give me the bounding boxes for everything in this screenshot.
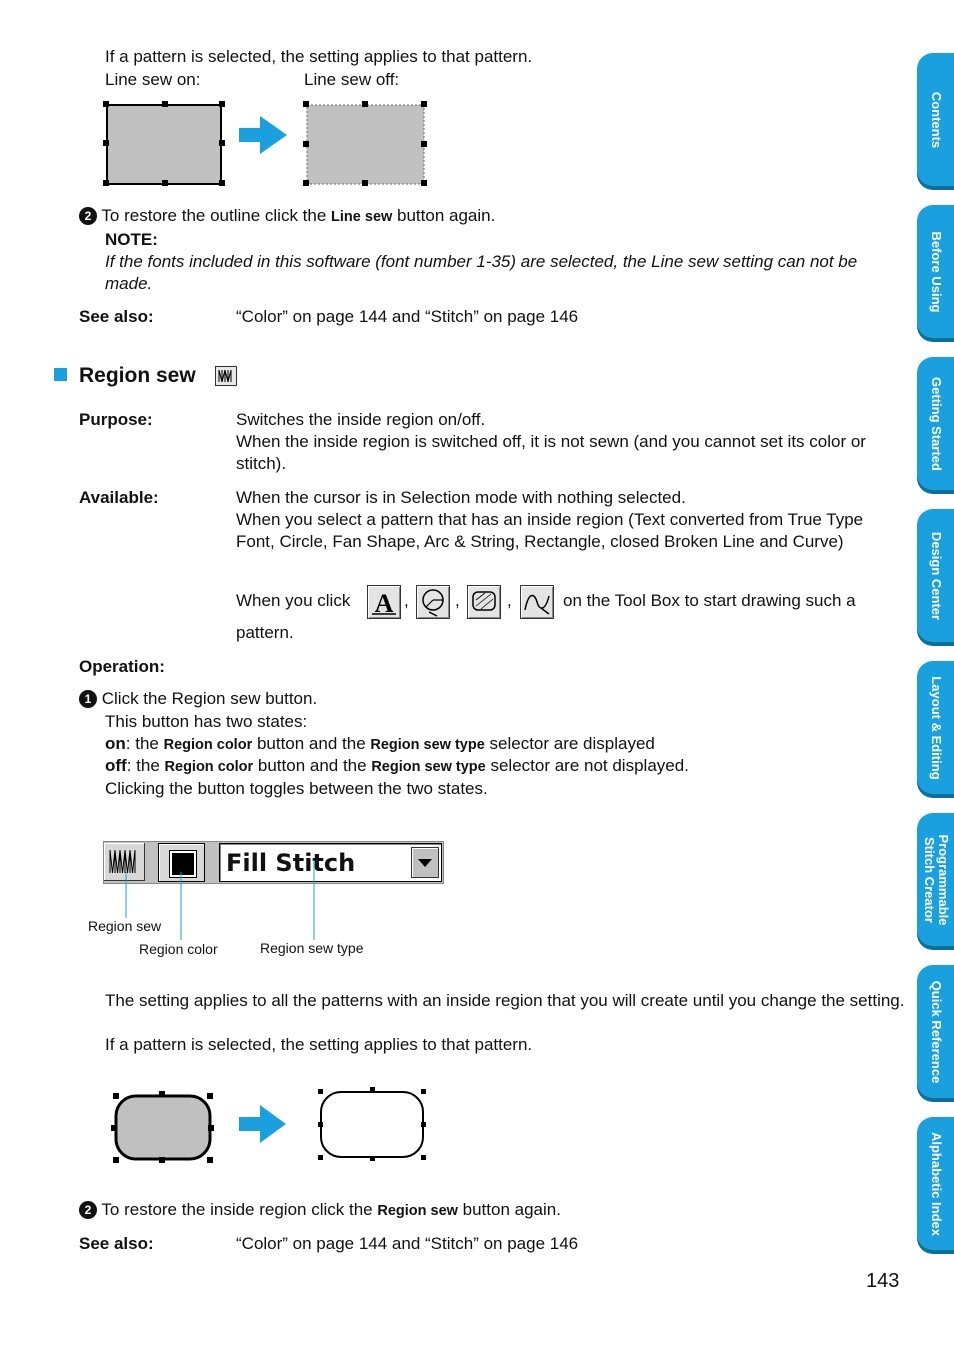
tab-contents[interactable]: Contents <box>917 53 954 186</box>
curve-tool-icon <box>520 585 554 619</box>
arrow-right-icon <box>239 116 287 154</box>
rectangle-tool-icon <box>467 585 501 619</box>
line-sew-illustration <box>100 98 435 190</box>
line-sew-off-label: Line sew off: <box>304 70 400 89</box>
line-sew-on-shape <box>103 101 225 186</box>
circle-tool-icon <box>416 585 450 619</box>
click-text-before: When you click <box>236 591 351 610</box>
section-title: Region sew <box>79 364 196 387</box>
intro-text: If a pattern is selected, the setting applies to that pattern. <box>105 47 533 66</box>
note-label: NOTE: <box>105 230 158 249</box>
separator-comma: , <box>455 591 460 610</box>
region-sew-illustration <box>108 1085 433 1170</box>
line-sew-off-shape <box>303 101 427 186</box>
region-sew-off-shape <box>318 1087 426 1161</box>
callout-region-color: Region color <box>139 941 218 957</box>
available-line1: When the cursor is in Selection mode with nothing selected. <box>236 488 686 507</box>
operation-label: Operation: <box>79 657 165 676</box>
dropdown-button[interactable] <box>411 847 439 878</box>
purpose-label: Purpose: <box>79 410 153 429</box>
state-off-line: off: the Region color button and the Region sew type selector are not displayed. <box>105 756 689 775</box>
see-also-label: See also: <box>79 1234 154 1253</box>
purpose-line2: When the inside region is switched off, it is not sewn (and you cannot set its color or stitch). <box>236 432 866 473</box>
operation-step1: 1 Click the Region sew button. <box>79 688 317 710</box>
note-text: If the fonts included in this software (font number 1-35) are selected, the Line sew setting can not be made. <box>105 252 858 293</box>
see-also-text: “Color” on page 144 and “Stitch” on page 146 <box>236 307 579 326</box>
tab-before-using[interactable]: Before Using <box>917 205 954 338</box>
tab-quick-reference[interactable]: Quick Reference <box>917 965 954 1098</box>
line-restore-step: 2 To restore the outline click the Line sew button again. <box>79 205 495 228</box>
setting-text-2: If a pattern is selected, the setting applies to that pattern. <box>105 1035 533 1054</box>
tab-programmable-stitch-creator[interactable]: Programmable Stitch Creator <box>917 813 954 946</box>
step-number: 1 <box>79 690 97 708</box>
tab-getting-started[interactable]: Getting Started <box>917 357 954 490</box>
region-restore-step: 2 To restore the inside region click the Region sew button again. <box>79 1199 561 1222</box>
region-sew-button-ref: Region sew <box>377 1203 458 1219</box>
line-sew-button-ref: Line sew <box>331 209 393 225</box>
arrow-right-icon <box>239 1105 286 1143</box>
svg-text:A: A <box>374 589 394 618</box>
separator-comma: , <box>404 591 409 610</box>
text-tool-icon <box>367 585 401 619</box>
chevron-down-icon <box>412 848 438 877</box>
tab-design-center[interactable]: Design Center <box>917 509 954 642</box>
line-sew-on-label: Line sew on: <box>105 70 201 89</box>
toggle-text: Clicking the button toggles between the two states. <box>105 779 488 798</box>
tab-alphabetic-index[interactable]: Alphabetic Index <box>917 1117 954 1250</box>
section-bullet <box>54 368 67 381</box>
page-number: 143 <box>866 1270 900 1292</box>
callout-region-sew: Region sew <box>88 918 162 934</box>
setting-text-1: The setting applies to all the patterns with an inside region that you will create until you change the setting. <box>105 991 905 1010</box>
step-number: 2 <box>79 207 97 225</box>
step-number: 2 <box>79 1201 97 1219</box>
see-also-label: See also: <box>79 307 154 326</box>
region-sew-on-shape <box>111 1091 214 1163</box>
purpose-line1: Switches the inside region on/off. <box>236 410 486 429</box>
select-value: Fill Stitch <box>226 849 356 877</box>
state-on-line: on: the Region color button and the Region sew type selector are displayed <box>105 734 655 753</box>
click-text-end: pattern. <box>236 623 294 642</box>
see-also-text: “Color” on page 144 and “Stitch” on page 146 <box>236 1234 579 1253</box>
callout-region-sew-type: Region sew type <box>260 940 364 956</box>
separator-comma: , <box>507 591 512 610</box>
click-text-after: on the Tool Box to start drawing such a <box>563 591 856 610</box>
tab-layout-editing[interactable]: Layout & Editing <box>917 661 954 794</box>
available-label: Available: <box>79 488 159 507</box>
states-text: This button has two states: <box>105 712 308 731</box>
region-sew-icon <box>215 366 237 386</box>
available-line2: When you select a pattern that has an inside region (Text converted from True Type Font, Circle, Fan Shape, Arc & String, Rectangle, closed Broken Line and Curve) <box>236 510 864 551</box>
